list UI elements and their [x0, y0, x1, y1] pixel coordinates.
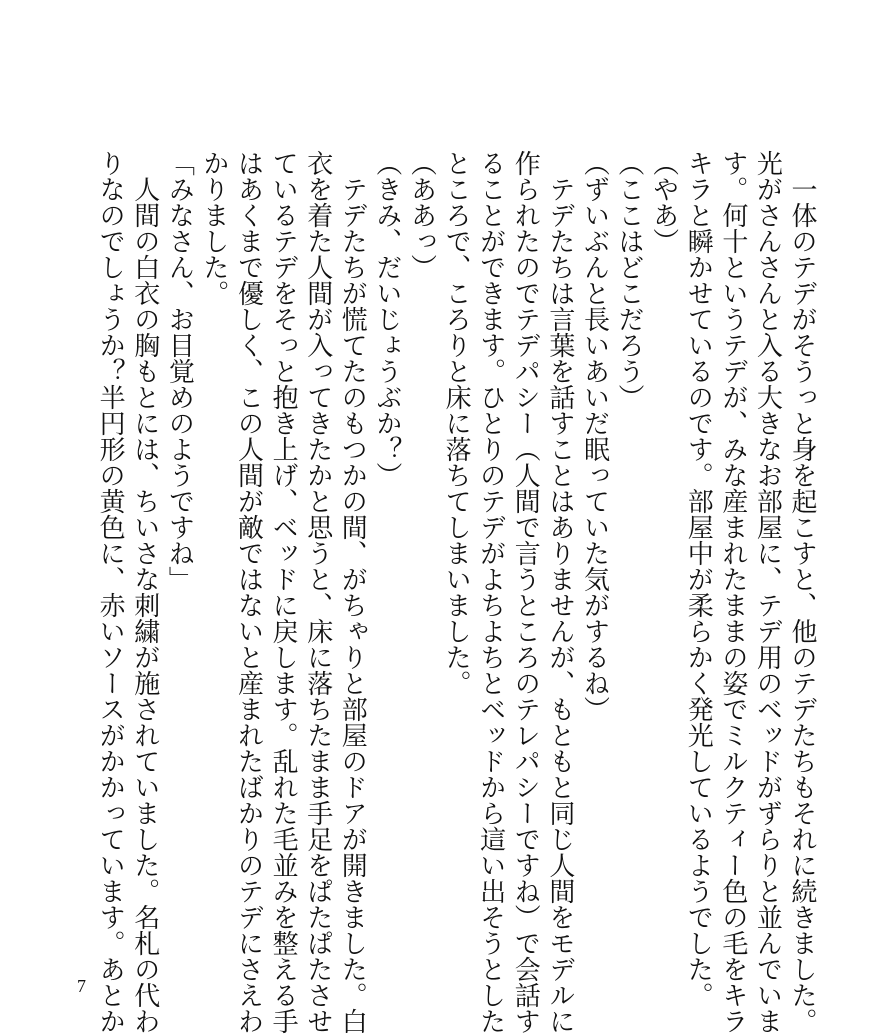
vertical-text-body — [93, 150, 819, 1034]
text-line: （ずいぶんと長いあいだ眠っていた気がするね） — [579, 150, 610, 722]
text-line: 人間の白衣の胸もとには、ちいさな刺繍が施されていました。名札の代わ — [129, 150, 160, 1034]
text-line: はあくまで優しく、この人間が敵ではないと産まれたばかりのテデにさえわ — [233, 150, 264, 1034]
text-line: （やあ） — [648, 150, 679, 254]
text-line: 一体のテデがそうっと身を起こすと、他のテデたちもそれに続きました。 — [787, 150, 817, 1034]
text-line: （きみ、だいじょうぶか？） — [371, 150, 402, 488]
text-line: りなのでしょうか？半円形の黄色に、赤いソースがかかっています。あとか — [95, 150, 126, 1034]
text-line: 衣を着た人間が入ってきたかと思うと、床に落ちたまま手足をぱたぱたさせ — [302, 150, 333, 1034]
text-line: テデたちは言葉を話すことはありませんが、もともと同じ人間をモデルに — [544, 150, 575, 1034]
text-line: ところで、ころりと床に落ちてしまいました。 — [441, 150, 472, 696]
text-line: す。何十というテデが、みな産まれたままの姿でミルクティー色の毛をキラ — [717, 150, 748, 1034]
text-line: （ああっ） — [406, 150, 437, 280]
text-line: ているテデをそっと抱き上げ、ベッドに戻します。乱れた毛並みを整える手 — [268, 150, 299, 1034]
text-line: テデたちが慌てたのもつかの間、がちゃりと部屋のドアが開きました。白 — [337, 150, 368, 1034]
text-line: かりました。 — [198, 150, 229, 306]
text-line: ることができます。ひとりのテデがよちよちとベッドから這い出そうとした — [475, 150, 506, 1034]
text-line: 作られたのでテデパシー（人間で言うところのテレパシーですね）で会話す — [510, 150, 541, 1034]
text-line: 光がさんさんと入る大きなお部屋に、テデ用のベッドがずらりと並んでいま — [752, 150, 783, 1034]
text-line: 「みなさん、お目覚めのようですね」 — [164, 150, 195, 592]
text-line: （ここはどこだろう） — [614, 150, 645, 410]
text-line: キラと瞬かせているのです。部屋中が柔らかく発光しているようでした。 — [683, 150, 714, 1008]
page-number: 7 — [77, 976, 86, 996]
